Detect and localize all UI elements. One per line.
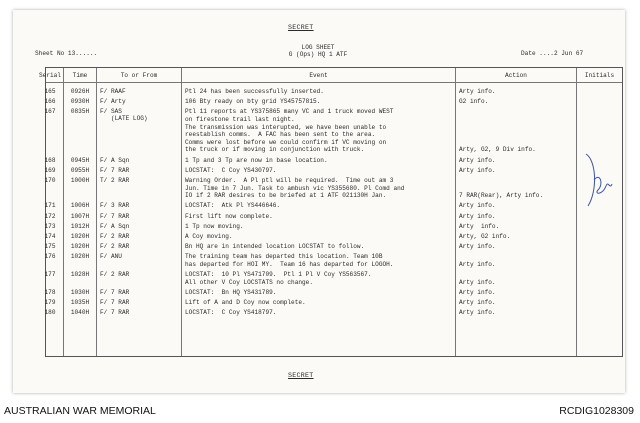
- event-line: LOCSTAT: 10 Pl YS471709. Ptl 1 Pl V Coy YS563567.: [185, 271, 372, 279]
- time-cell: 1035H: [70, 299, 90, 307]
- time-cell: 0945H: [70, 156, 90, 164]
- serial-cell: 165: [44, 88, 56, 95]
- event-line: Lift of A and D Coy now complete.: [185, 299, 306, 307]
- time-cell: 1020H: [70, 243, 90, 251]
- action-cell: Arty info.: [459, 156, 496, 164]
- action-cell: 7 RAR(Rear), Arty info.: [459, 192, 544, 200]
- to-from-cell: T/ 2 RAR: [100, 177, 130, 184]
- to-from-cell: F/ 7 RAR: [100, 289, 130, 296]
- event-line: IO if 2 RAR desires to be briefed at 1 ATF 021130H Jan.: [185, 192, 387, 200]
- to-from-cell: F/ RAAF: [100, 88, 126, 95]
- serial-cell: 179: [44, 299, 56, 307]
- event-line: Warning Order. A Pl ptl will be required. Time out am 3: [185, 177, 394, 184]
- action-cell: Arty info.: [459, 260, 496, 268]
- serial-cell: 180: [44, 309, 56, 317]
- event-line: on firestone trail last night.: [185, 115, 295, 123]
- column-header-event: Event: [309, 72, 328, 79]
- serial-cell: 173: [44, 222, 56, 230]
- serial-cell: 167: [44, 108, 56, 116]
- column-header-action: Action: [505, 72, 527, 79]
- event-line: LOCSTAT: C Coy YS418797.: [185, 309, 277, 317]
- to-from-cell: F/ 7 RAR: [100, 299, 130, 307]
- action-cell: Arty info.: [459, 88, 496, 95]
- event-line: LOCSTAT: Bn HQ YS431789.: [185, 289, 277, 296]
- to-from-cell: F/ 2 RAR: [100, 243, 130, 251]
- to-from-cell: F/ 7 RAR: [100, 166, 130, 174]
- sheet-number: Sheet No 13......: [35, 50, 98, 57]
- log-title: LOG SHEET G (Ops) HQ 1 ATF: [288, 44, 348, 58]
- event-line: A Coy moving.: [185, 233, 233, 240]
- to-from-cell: F/ Arty: [100, 98, 126, 106]
- action-cell: Arty info.: [459, 166, 496, 174]
- event-line: the truck or if moving in conjunction with truck.: [185, 146, 365, 154]
- action-cell: Arty info.: [459, 309, 496, 317]
- serial-cell: 171: [44, 202, 56, 210]
- column-header-initials: Initials: [584, 72, 615, 79]
- event-line: Bn HQ are in intended location LOCSTAT to follow.: [185, 243, 365, 251]
- to-from-cell: F/ 7 RAR: [100, 309, 130, 317]
- serial-cell: 177: [44, 271, 56, 279]
- time-cell: 1040H: [70, 309, 90, 317]
- footer-source: AUSTRALIAN WAR MEMORIAL: [4, 405, 156, 417]
- time-cell: 1006H: [70, 202, 90, 210]
- event-line: Comms were lost before we could confirm if VC moving on: [185, 138, 387, 146]
- action-cell: Arty info.: [459, 243, 496, 251]
- time-cell: 0955H: [70, 166, 90, 174]
- action-cell: Arty info.: [459, 222, 500, 230]
- time-cell: 1030H: [70, 289, 90, 296]
- time-cell: 1028H: [70, 271, 90, 279]
- action-cell: Arty info.: [459, 289, 496, 296]
- to-from-cell: F/ A Sqn: [100, 156, 130, 164]
- serial-cell: 178: [44, 289, 56, 296]
- to-from-cell: F/ 2 RAR: [100, 271, 130, 279]
- serial-cell: 168: [44, 156, 56, 164]
- event-line: Jun. Time in 7 Jun. Task to ambush vic YS355680. Pl Comd and: [185, 184, 405, 192]
- classification-top: SECRET: [288, 24, 314, 31]
- event-line: LOCSTAT: C Coy YS430797.: [185, 166, 277, 174]
- to-from-cell: F/ 3 RAR: [100, 202, 130, 210]
- action-cell: G2 info.: [459, 98, 489, 106]
- time-cell: 1020H: [70, 253, 90, 261]
- serial-cell: 174: [44, 233, 56, 240]
- serial-cell: 169: [44, 166, 56, 174]
- handwritten-initials: [580, 150, 616, 210]
- event-line: The training team has departed this location. Team 10B: [185, 253, 383, 261]
- action-cell: Arty, G2 info.: [459, 233, 511, 240]
- event-line: First lift now complete.: [185, 212, 273, 220]
- to-from-cell: F/ 2 RAR: [100, 233, 130, 240]
- event-line: has departed for HOI MY. Team 16 has departed for LOGOH.: [185, 260, 394, 268]
- time-cell: 1000H: [70, 177, 90, 184]
- event-line: The transmission was interupted, we have been unable to: [185, 123, 387, 131]
- event-line: Ptl 11 reports at YS375865 many VC and 1 truck moved WEST: [185, 108, 394, 116]
- to-from-cell: F/ SAS (LATE LOG): [100, 108, 148, 123]
- event-line: Ptl 24 has been successfully inserted.: [185, 88, 324, 95]
- time-cell: 1012H: [70, 222, 90, 230]
- action-cell: Arty, G2, 9 Div info.: [459, 146, 536, 154]
- serial-cell: 176: [44, 253, 56, 261]
- time-cell: 0926H: [70, 88, 90, 95]
- time-cell: 0835H: [70, 108, 90, 116]
- to-from-cell: F/ A Sqn: [100, 222, 130, 230]
- column-header-to-from: To or From: [120, 72, 158, 79]
- time-cell: 1007H: [70, 212, 90, 220]
- event-line: 106 Bty ready on bty grid YS45757815.: [185, 98, 321, 106]
- column-header-time: Time: [72, 72, 88, 79]
- time-cell: 1020H: [70, 233, 90, 240]
- serial-cell: 175: [44, 243, 56, 251]
- serial-cell: 166: [44, 98, 56, 106]
- event-line: 1 Tp and 3 Tp are now in base location.: [185, 156, 328, 164]
- log-table: [39, 67, 623, 357]
- time-cell: 0930H: [70, 98, 90, 106]
- event-line: 1 Tp now moving.: [185, 222, 244, 230]
- action-cell: Arty info.: [459, 212, 496, 220]
- serial-cell: 172: [44, 212, 56, 220]
- action-cell: Arty info.: [459, 278, 496, 286]
- column-header-serial: Serial: [39, 72, 61, 79]
- footer-id: RCDIG1028309: [559, 405, 634, 417]
- event-line: All other V Coy LOCSTATS no change.: [185, 278, 313, 286]
- event-line: LOCSTAT: Atk Pl YS446646.: [185, 202, 281, 210]
- event-line: reestablish comms. A FAC has been sent to the area.: [185, 131, 376, 139]
- serial-cell: 170: [44, 177, 56, 184]
- to-from-cell: F/ 7 RAR: [100, 212, 130, 220]
- classification-bottom: SECRET: [288, 372, 314, 379]
- action-cell: Arty info.: [459, 202, 496, 210]
- sheet-date: Date ....2 Jun 67: [521, 50, 584, 57]
- action-cell: Arty info.: [459, 299, 496, 307]
- to-from-cell: F/ ANU: [100, 253, 122, 261]
